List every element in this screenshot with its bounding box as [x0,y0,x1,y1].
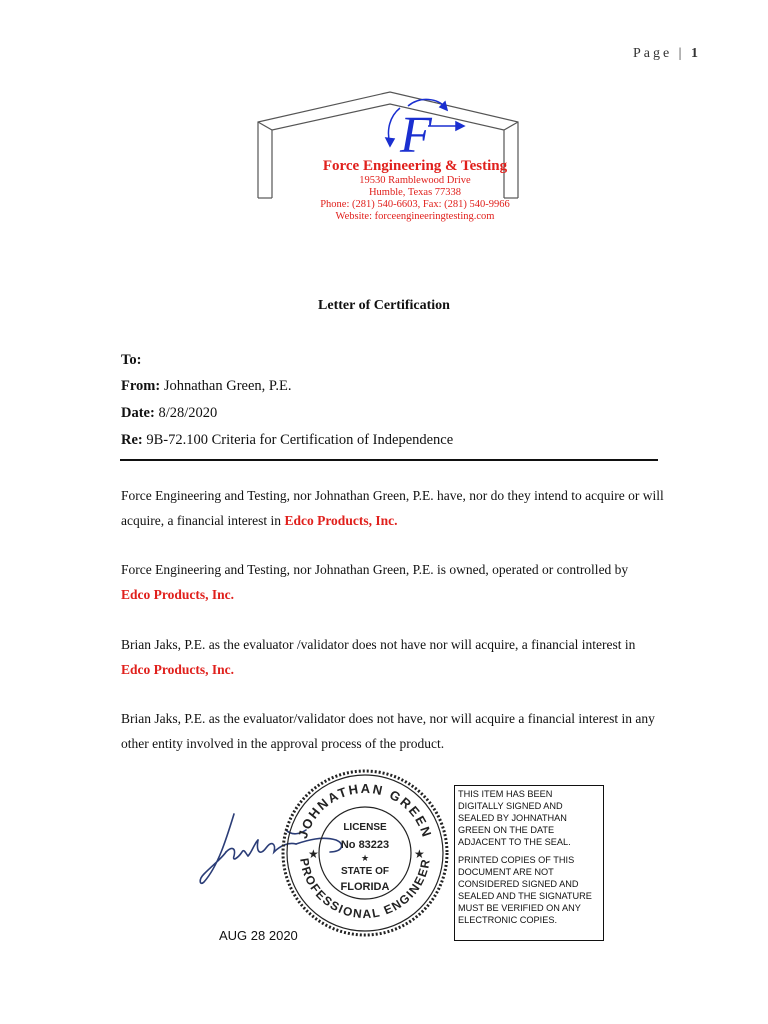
paragraph-text: Force Engineering and Testing, nor Johnathan Green, P.E. is owned, operated or controlled by [121,562,629,577]
logo-letter: F [400,107,432,164]
website: Website: forceengineeringtesting.com [335,211,495,222]
paragraph-text: Brian Jaks, P.E. as the evaluator/validator does not have, nor will acquire a financial interest in any other entity involved in the approval process of the product. [121,711,655,751]
company-highlight: Edco Products, Inc. [284,513,398,528]
date-value: 8/28/2020 [158,405,218,421]
header-divider [120,459,658,461]
from-label: From: [121,378,161,394]
seal-date: AUG 28 2020 [219,928,298,943]
page-number-value: 1 [691,46,698,61]
seal-number: No 83223 [340,839,390,851]
re-label: Re: [121,432,143,448]
re-value: 9B-72.100 Criteria for Certification of Independence [146,432,454,448]
seal-star-icon: ★ [360,853,370,863]
page-number-label: Page | [632,46,685,61]
digital-signature-notice [454,785,604,941]
paragraph-text: Brian Jaks, P.E. as the evaluator /validator does not have nor will acquire, a financial interest in [121,637,636,652]
date-label: Date: [121,405,155,421]
seal-star-icon: ★ [308,847,319,861]
phone-fax: Phone: (281) 540-6603, Fax: (281) 540-9966 [320,199,510,210]
company-highlight: Edco Products, Inc. [121,587,235,602]
company-name: Force Engineering & Testing [322,158,508,174]
company-highlight: Edco Products, Inc. [121,662,235,677]
to-label: To: [121,352,142,368]
notice-paragraph-1: THIS ITEM HAS BEEN DIGITALLY SIGNED AND SEALED BY JOHNATHAN GREEN ON THE DATE ADJACENT TO THE SEAL. [458,789,571,847]
notice-paragraph-2: PRINTED COPIES OF THIS DOCUMENT ARE NOT CONSIDERED SIGNED AND SEALED AND THE SIGNATURE MUST BE VERIFIED ON ANY ELECTRONIC COPIES. [458,855,592,925]
paragraph-text: Force Engineering and Testing, nor Johnathan Green, P.E. have, nor do they intend to acquire or will acquire, a financial interest in [121,488,664,528]
re-line [121,432,453,449]
from-line [121,378,291,395]
engineer-seal [280,768,450,938]
seal-license: LICENSE [343,822,387,833]
seal-ring-bottom: PROFESSIONAL ENGINEER [297,857,433,922]
to-line [121,352,141,369]
seal-state-of: STATE OF [341,866,389,877]
seal-star-icon: ★ [414,847,425,861]
from-value: Johnathan Green, P.E. [163,378,292,394]
paragraph-3 [121,632,666,682]
page-number [633,46,698,62]
paragraph-4 [121,706,666,756]
seal-state: FLORIDA [340,881,390,893]
address-line-2: Humble, Texas 77338 [368,187,462,198]
date-line [121,405,217,422]
paragraph-2 [121,557,666,607]
letter-title: Letter of Certification [318,298,450,313]
address-line-1: 19530 Ramblewood Drive [359,175,471,186]
seal-ring-top: JOHNATHAN GREEN [294,780,436,841]
paragraph-1 [121,483,666,533]
